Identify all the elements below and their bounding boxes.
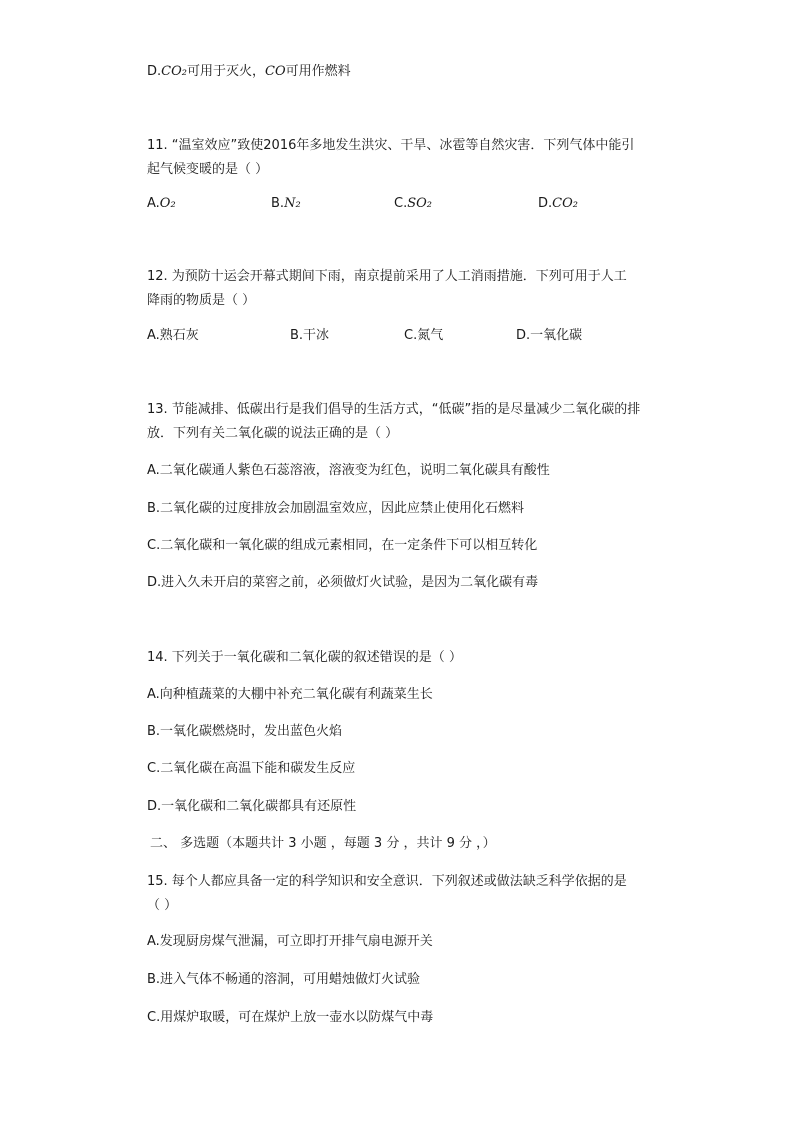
- chemical-formula: CO₂: [161, 64, 187, 79]
- chemical-formula: CO₂: [552, 196, 578, 211]
- q15-option-b: B.进入气体不畅通的溶洞，可用蜡烛做灯火试验: [147, 972, 421, 987]
- q12-option-a: A.熟石灰: [147, 328, 199, 343]
- q11-option-a: [147, 196, 176, 212]
- q13-option-c: C.二氧化碳和一氧化碳的组成元素相同，在一定条件下可以相互转化: [147, 538, 538, 553]
- option-text: 可用作燃料: [285, 64, 351, 79]
- question-13-stem-line1: 13. 节能减排、低碳出行是我们倡导的生活方式，“低碳”指的是尽量减少二氧化碳的排: [147, 402, 641, 417]
- option-prefix: A.: [147, 196, 160, 211]
- question-12-stem-line1: 12. 为预防十运会开幕式期间下雨，南京提前采用了人工消雨措施．下列可用于人工: [147, 269, 627, 284]
- q12-option-c: C.氮气: [404, 328, 444, 343]
- q12-option-b: B.干冰: [290, 328, 330, 343]
- q15-option-c: C.用煤炉取暖，可在煤炉上放一壶水以防煤气中毒: [147, 1010, 434, 1025]
- q11-option-c: [394, 196, 432, 212]
- option-prefix: C.: [394, 196, 408, 211]
- chemical-formula: O₂: [159, 196, 176, 211]
- q14-option-b: B.一氧化碳燃烧时，发出蓝色火焰: [147, 724, 343, 739]
- question-11-stem-line1: 11. “温室效应”致使2016年多地发生洪灾、干旱、冰雹等自然灾害．下列气体中能引: [147, 138, 635, 153]
- q11-option-b: [271, 196, 301, 212]
- q14-option-c: C.二氧化碳在高温下能和碳发生反应: [147, 761, 356, 776]
- question-13-stem-line2: 放．下列有关二氧化碳的说法正确的是（ ）: [147, 426, 399, 441]
- question-15-stem-line2: （ ）: [147, 898, 178, 913]
- q11-option-d: [538, 196, 578, 212]
- question-12-stem-line2: 降雨的物质是（ ）: [147, 293, 256, 308]
- option-prefix: D.: [538, 196, 553, 211]
- question-15-stem-line1: 15. 每个人都应具备一定的科学知识和安全意识．下列叙述或做法缺乏科学依据的是: [147, 874, 627, 889]
- q14-option-a: A.向种植蔬菜的大棚中补充二氧化碳有利蔬菜生长: [147, 687, 433, 702]
- q13-option-b: B.二氧化碳的过度排放会加剧温室效应，因此应禁止使用化石燃料: [147, 501, 525, 516]
- question-14-stem: 14. 下列关于一氧化碳和二氧化碳的叙述错误的是（ ）: [147, 650, 462, 665]
- q13-option-a: A.二氧化碳通人紫色石蕊溶液，溶液变为红色，说明二氧化碳具有酸性: [147, 463, 550, 478]
- chemical-formula: SO₂: [407, 196, 432, 211]
- q12-option-d: D.一氧化碳: [516, 328, 583, 343]
- chemical-formula: CO: [265, 64, 286, 79]
- q10-option-d: [147, 64, 351, 80]
- chemical-formula: N₂: [284, 196, 301, 211]
- option-prefix: D.: [147, 64, 162, 79]
- option-text: 可用于灭火，: [186, 64, 265, 79]
- question-11-stem-line2: 起气候变暖的是（ ）: [147, 162, 269, 177]
- section-heading: 二、 多选题（本题共计 3 小题 ，每题 3 分 ，共计 9 分 ，）: [150, 836, 496, 851]
- q14-option-d: D.一氧化碳和二氧化碳都具有还原性: [147, 799, 357, 814]
- q13-option-d: D.进入久未开启的菜窖之前，必须做灯火试验，是因为二氧化碳有毒: [147, 575, 539, 590]
- q15-option-a: A.发现厨房煤气泄漏，可立即打开排气扇电源开关: [147, 934, 433, 949]
- option-prefix: B.: [271, 196, 285, 211]
